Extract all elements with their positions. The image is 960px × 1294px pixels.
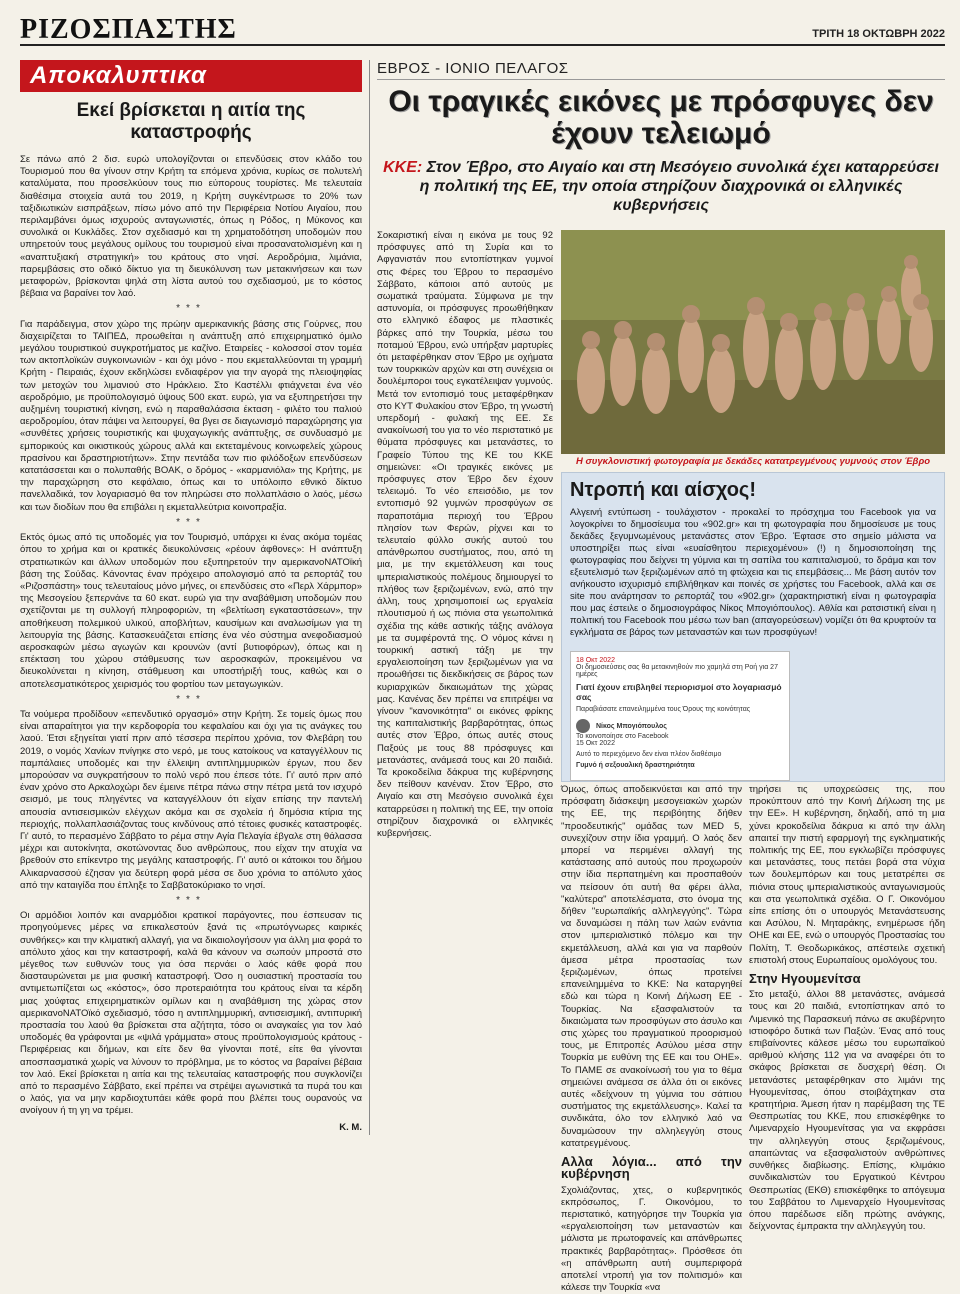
fb-rule: Γυμνό ή σεξουαλική δραστηριότητα: [576, 762, 784, 769]
left-article-title: Εκεί βρίσκεται η αιτία της καταστροφής: [20, 100, 362, 144]
paragraph: Σε πάνω από 2 δισ. ευρώ υπολογίζονται οι επενδύσεις στον κλάδο του Τουρισμού που θα γίνουν στην Κρήτη τα επόμενα χρόνια, κυρίως σε πολυτελή καταλύματα, που προσελκύουν τους πιο εύπορους τουρίστες. Με τελευταία διαθέσιμα στοιχεία αυτά του 2019, η Κρήτη συγκέντρωσε το 20% των ταξιδιωτικών εισπράξεων, πίσω μόνο από την Περιφέρεια Νοτίου Αιγαίου, που περιλαμβάνει όμως ισχυρούς ανταγωνιστές, όπως η Ρόδος, η Μύκονος και συνολικά οι Κυκλάδες. Στον σχεδιασμό και τη χρηματοδότηση υποδομών που υπηρετούν τους μεγάλους ομίλους του τουρισμού είναι προσανατολισμένη και η «αναπτυξιακή στρατηγική» του κράτους στο νησί. Αεροδρόμια, λιμάνια, παρεμβάσεις στο οδικό δίκτυο για τη διευκόλυνση των μετακινήσεων και των μεταφορών, βρίσκονται ψηλά στη λίστα αυτού του σχεδιασμού, με το κόστος βέβαια να βαραίνει τον λαό.: [20, 154, 362, 300]
paragraph: Όμως, όπως αποδεικνύεται και από την πρόσφατη διάσκεψη μεσογειακών χωρών της ΕΕ, της περιβόητης δήθεν "προοδευτικής" ομάδας των MED 5, συνεχίζουν στην ίδια γραμμή. Ο λαός δεν μπορεί να περιμένει αλλαγή της κατάστασης από αυτούς που προχωρούν στην ίδια περπατημένη και προσπαθούν να πείσουν ότι αυτή θα φέρει άλλα, "καλύτερα" αποτελέσματα, στο όνομα της δήθεν "ευρωπαϊκής αλληλεγγύης". Τώρα να δυναμώσει η πάλη των λαών ενάντια στον ιμπεριαλιστικό πόλεμο και την εκμετάλλευση, αλλά και για να παρθούν άμεσα μέτρα προστασίας των ξεριζωμένων, όπως προτείνει επανειλημμένα το ΚΚΕ: Να καταργηθεί εδώ και τώρα η Κοινή Δήλωση ΕΕ - Τουρκίας. Να εξασφαλιστούν τα δικαιώματα των προσφύγων στο άσυλο και στις χώρες του πραγματικού προορισμού τους, με Επιτροπές Ασύλου μέσα στην Τουρκία με ευθύνη της ΕΕ και του ΟΗΕ». Το ΠΑΜΕ σε ανακοίνωσή του για το θέμα σημειώνει ανάμεσα σε άλλα ότι οι εικόνες αυτές «δείχνουν τη γύμνια του σάπιου συστήματος της εκμετάλλευσης». Καλεί τα συνδικάτα, όλο τον ελληνικό λαό να δυναμώσουν την αλληλεγγύη στους κατατρεγμένους.: [561, 784, 742, 1150]
subhead-text: Στον Έβρο, στο Αιγαίο και στη Μεσόγειο συνολικά έχει καταρρεύσει η πολιτική της ΕΕ, την οποία στηρίζουν διαχρονικά οι ελληνικές κυβερνήσεις: [420, 159, 939, 214]
paragraph: τηρήσει τις υποχρεώσεις της, που προκύπτουν από την Κοινή Δήλωση της με την ΕΕ». Η κυβέρνηση, δηλαδή, από τη μια χύνει κροκοδείλια δάκρυα κι από την άλλη απαιτεί την πιστή εφαρμογή της εγκληματικής πολιτικής της ΕΕ, που εγκλωβίζει πρόσφυγες και μετανάστες, τους πετάει βορά στα νύχια των δουλεμπόρων και τους μετατρέπει σε πιόνια στους ιμπεριαλιστικούς ανταγωνισμούς και στα γεωπολιτικά σχέδια. Ο Γ. Οικονόμου είπε επίσης ότι ο υπουργός Μετανάστευσης και Ασύλου, Ν. Μηταράκης, ενημέρωσε ήδη ΟΗΕ και ΕΕ, ενώ ο υπουργός Προστασίας του Πολίτη, Τ. Θεοδωρικάκος, απέστειλε σχετική επιστολή στους Ευρωπαίους ομολόγους του.: [749, 784, 945, 967]
column-divider: [369, 60, 370, 1135]
separator-stars-icon: ***: [20, 895, 362, 907]
subhead-kke: ΚΚΕ:: [383, 159, 422, 176]
paragraph: Οι αρμόδιοι λοιπόν και αναρμόδιοι κρατικοί παράγοντες, που έσπευσαν τις προηγούμενες μέρες να επικαλεστούν ξανά τις «πρωτόγνωρες καιρικές συνθήκες» και την κλιματική αλλαγή, για να δικαιολογήσουν για άλλη μια φορά το απόλυτο χάος και την καταστροφή, καλά θα κάνουν να σωπούν μπροστά στο μέγεθος των ευθυνών τους για όσα περνάει ο λαός κάθε φορά που διασταυρώνεται με μια φυσική καταστροφή. Όσο η ουσιαστική προστασία του αντιμετωπίζεται ως «κόστος», όσο προτεραιότητα του κράτους είναι τα κέρδη μιας χούφτας επιχειρηματικών ομίλων και η αναβάθμιση της χώρας στον αμερικανοΝΑΤΟϊκό σχεδιασμό, τόσο η αντιπλημμυρική, αντισεισμική, αντιπυρική προστασία του λαού θα βρίσκεται στα αζήτητα, τόσο οι αναγκαίες για τον λαό υποδομές θα γράφονται με «ψιλά γράμματα» στους προϋπολογισμούς κράτους - Περιφέρειας και δήμων, και είτε δεν θα γίνονται ποτέ, είτε θα γίνονται αποσπασματικά χωρίς να λύνουν το πρόβλημα, με το κόστος να βαραίνει βέβαια τον λαό. Εκεί βρίσκεται η αιτία και της τελευταίας καταστροφής που συγκλονίζει από το περασμένο Σάββατο, εκεί πρέπει να στρέψει αγωνιστικά τα πυρά του και ο λαός, για να μην καρδιοχτυπάει κάθε φορά που βλέπει τους ουρανούς να ανοίγουν ή τη γη να τρέμει.: [20, 910, 362, 1117]
paragraph: Για παράδειγμα, στον χώρο της πρώην αμερικανικής βάσης στις Γούρνες, που διαχειρίζεται το ΤΑΙΠΕΔ, προωθείται η ανάπτυξη από επιχειρηματικό όμιλο μεγάλου τουριστικού συγκροτήματος με καζίνο. Εταιρείες - κολοσσοί στον τομέα των ακτοπλοϊκών συγκοινωνιών - και όχι μόνο - που εκμεταλλεύονται τη γραμμή Κρήτη - Πειραιάς, έχουν εκδηλώσει ενδιαφέρον για την αγορά της πλειοψηφίας των μετοχών του λιμανιού στο Ηράκλειο. Στο Καστέλλι φτιάχνεται ένα νέο αεροδρόμιο, με προϋπολογισμό ύψους 500 εκατ. ευρώ, για να εξυπηρετήσει την αυξημένη τουριστική κίνηση, ενώ η παραθαλάσσια έκταση - φιλέτο του παλιού αεροδρομίου, όταν πάψει να λειτουργεί, θα βγει σε διαγωνισμό παραχώρησης για «συνθέτες χρήσεις τουριστικής και ψυχαγωγικής ανάπτυξης, σε συνδυασμό με εμπορικούς και οικιστικούς χώρους αλλά και εκτεταμένους κοινωφελείς χώρους πρασίνου και δραστηριοτήτων». Στην πεντάδα των πιο φιλόδοξων επενδύσεων κατατάσσεται και ο πολυπαθής ΒΟΑΚ, ο δρόμος - «καρμανιόλα» της Κρήτης, με την παραχώρηση στο κεφάλαιο, όπως και το υπόλοιπο εθνικό δίκτυο πανελλαδικά, τον λογαριασμό θα τον πληρώσει στο πολλαπλάσιο ο λαός, μέσω και των διοδίων που θα επιβάλει η εκμεταλλεύτρια κοινοπραξία.: [20, 319, 362, 514]
fb-title: Γιατί έχουν επιβληθεί περιορισμοί στο λογαριασμό σας: [576, 682, 784, 702]
signature: Κ. Μ.: [20, 1122, 362, 1134]
section-banner: Αποκαλυπτικα: [20, 60, 362, 92]
fb-action: Το κοινοποίησε στο Facebook: [576, 733, 784, 740]
paragraph: Σχολιάζοντας, χτες, ο κυβερνητικός εκπρόσωπος, Γ. Οικονόμου, το περιστατικό, κατηγόρησε την Τουρκία για «εργαλειοποίηση των μεταναστών και μάλιστα με πρωτοφανείς και απάνθρωπες πρακτικές βαρβαρότητας». Πρόσθεσε ότι «η απάνθρωπη αυτή συμπεριφορά αποτελεί ντροπή για τον πολιτισμό» και κάλεσε την Τουρκία «να: [561, 1185, 742, 1294]
paragraph: Στο μεταξύ, άλλοι 88 μετανάστες, ανάμεσά τους και 20 παιδιά, εντοπίστηκαν από το Λιμενικό της Παρασκευή πάνω σε ακυβέρνητο ιστιοφόρο δυτικά των Παξών. Ένας από τους επιβαίνοντες κάλεσε μέσω του ευρωπαϊκού αριθμού κλήσης 112 για να αναφέρει ότι το σκάφος βρίσκεται σε δυσχερή θέση. Οι μετανάστες μεταφέρθηκαν στο λιμάνι της Ηγουμενίτσας, όπου στοιβάχτηκαν στα κρατητήρια. Άμεση ήταν η παρέμβαση της ΤΕ Θεσπρωτίας του ΚΚΕ, που επισκέφθηκε το Λιμεναρχείο Ηγουμενίτσας για να εκφράσει την αλληλεγγύη στους ξεριζωμένους, απαιτώντας να εξασφαλιστούν ανθρώπινες συνθήκες διαβίωσης. Επίσης, κλιμάκιο συνδικαλιστών του Εργατικού Κέντρου Θεσπρωτίας (ΕΚΘ) επισκέφθηκε το απόγευμα του Σαββάτου το Λιμεναρχείο Ηγουμενίτσας όπου παρέδωσε είδη πρώτης ανάγκης, δείχνοντας έμπρακτα την αλληλεγγύη του.: [749, 989, 945, 1233]
facebook-screenshot: [570, 651, 790, 781]
right-article: [377, 60, 945, 1135]
kicker: ΕΒΡΟΣ - ΙΟΝΙΟ ΠΕΛΑΓΟΣ: [377, 60, 945, 80]
fb-notice: Οι δημοσιεύσεις σας θα μετακινηθούν πιο χαμηλά στη Ροή για 27 ημέρες: [576, 664, 784, 678]
fb-date: 18 Οκτ 2022: [576, 657, 784, 664]
fb-name: Νίκος Μπογιόπουλος: [596, 723, 667, 730]
fb-removed: Αυτό το περιεχόμενο δεν είναι πλέον διαθέσιμο: [576, 751, 784, 758]
box-title: Ντροπή και αίσχος!: [570, 479, 936, 502]
left-article: [20, 60, 362, 1135]
refugees-photo: [561, 230, 945, 454]
section-heading: Αλλα λόγια... από την κυβέρνηση: [561, 1156, 742, 1180]
separator-stars-icon: ***: [20, 517, 362, 529]
headline: Οι τραγικές εικόνες με πρόσφυγες δεν έχουν τελειωμό: [377, 86, 945, 150]
separator-stars-icon: ***: [20, 303, 362, 315]
right-column-2: [561, 784, 742, 1135]
box-text: Αλγεινή εντύπωση - τουλάχιστον - προκαλεί το πρόσχημα του Facebook για να λογοκρίνει το δημοσίευμα του «902.gr» και τη φωτογραφία που δημοσίευσε με τους δεκάδες ξεγυμνωμένους μετανάστες στον Έβρο. Έφτασε στο σημείο μάλιστα να υποστηρίξει πως είναι «ευαίσθητου περιεχομένου» (!) η δημοσιοποίηση της φωτογραφίας που δείχνει τη γύμνια και τη σαπίλα του καπιταλισμού, το δράμα και τον εξευτελισμό των ξεριζωμένων από τη φτώχεια και τις επεμβάσεις... Με βάση αυτόν τον ανήκουστο ισχυρισμό επιβλήθηκαν και ποινές σε χρήστες του Facebook, αλλά και σε site που ανάρτησαν το ρεπορτάζ του «902.gr» (χαρακτηριστική είναι η φωτογραφία που μας έστειλε ο δημοσιογράφος Νίκος Μπογιόπουλος). Αθλία και ρατσιστική είναι η πολιτική του Facebook που μέσω των ban (απαγορεύσεων) νομίζει ότι θα κρυφτούν τα εγκλήματα σε βάρος των μεταναστών και των προσφύγων!: [570, 507, 936, 639]
paragraph: Εκτός όμως από τις υποδομές για τον Τουρισμό, υπάρχει κι ένας ακόμα τομέας όπου το χρήμα και οι κρατικές διευκολύνσεις «ρέουν άφθονες»: Η ανάπτυξη στρατιωτικών και άλλων υποδομών που εξυπηρετούν την αμερικανοΝΑΤΟϊκή βάση της Σούδας. Κάνοντας έναν πρόχειρο απολογισμό από τα ρεπορτάζ του «Ριζοσπάστη» τους τελευταίους μόνο μήνες, οι επενδύσεις στο «Περλ Χάρμπορ» της Μεσογείου ξεπερνάνε τα 60 εκατ. ευρώ για την αναβάθμιση υποδομών που σχετίζονται με τη συλλογή πληροφοριών, τη «βελτίωση εγκαταστάσεων», την αποθήκευση πολεμικού υλικού, αποβλήτων, καυσίμων και αναλωσίμων για τη λειτουργία της βάσης. Κατασκευάζεται επίσης ένα νέο σύστημα ανεφοδιασμού αεροσκαφών μέσω αγωγών και κρουνών (αντί βυτιοφόρων), όπως και η επέκταση του χώρου στάθμευσης των αεροσκαφών, προκειμένου να διευκολύνεται η κίνηση, στάθμευση και υποστήριξή τους, καθώς και ο αποτελεσματικότερος χειρισμός του φορτίου των μεταγωγικών.: [20, 532, 362, 691]
subheadline: [377, 158, 945, 215]
photo-caption: Η συγκλονιστική φωτογραφία με δεκάδες κατατρεγμένους γυμνούς στον Έβρο: [561, 456, 945, 467]
fb-subtitle: Παραβιάσατε επανειλημμένα τους Όρους της κοινότητας: [576, 706, 784, 713]
separator-stars-icon: ***: [20, 694, 362, 706]
fb-date2: 15 Οκτ 2022: [576, 740, 784, 747]
newspaper-logo: ΡΙΖΟΣΠΑΣΤΗΣ: [20, 16, 237, 44]
paragraph: Σοκαριστική είναι η εικόνα με τους 92 πρόσφυγες από τη Συρία και το Αφγανιστάν που εντοπίστηκαν γυμνοί στις Φέρες του Έβρου το περασμένο Σάββατο, κάποιοι από αυτούς με σωματικά τραύματα. Σύμφωνα με την αστυνομία, οι πρόσφυγες προωθήθηκαν στο ελληνικό έδαφος με πλαστικές βάρκες από την Τουρκία, μέσω του ποταμού Έβρου, ενώ υπήρξαν μαρτυρίες ότι μεταφέρθηκαν στον Έβρο με οχήματα των τουρκικών αρχών και στη συνέχεια οι δουλέμποροι τους εγκατέλειψαν γυμνούς. Μετά τον εντοπισμό τους μεταφέρθηκαν στο ΚΥΤ Φυλακίου στον Έβρο, τη γνωστή υπερδομή - φυλακή της ΕΕ. Σε ανακοίνωσή του για το νέο περιστατικό με θύματα πρόσφυγες και μετανάστες, το Γραφείο Τύπου της ΚΕ του ΚΚΕ σημειώνει: «Οι τραγικές εικόνες με πρόσφυγες στον Έβρο δεν έχουν τελειωμό. Το νέο επεισόδιο, με τον εντοπισμό 92 γυμνών προσφύγων σε παραποτάμια περιοχή του Έβρου πλησίον των Φερών, ρίχνει και το τελευταίο φύλλο συκής αυτού του απάνθρωπου συστήματος, που, από τη μια, με την εκμετάλλευση και τους ιμπεριαλιστικούς πολέμους δημιουργεί το πλήθος των ξεριζωμένων, ενώ, από την άλλη, τους χρησιμοποιεί ως εργαλεία πλουτισμού ή ως πιόνια στα γεωπολιτικά σχέδια της κάθε αστικής τάξης ανάλογα με τα συμφέροντά της. Ο νόμος κάνει η τουρκική αστική τάξη με την εργαλειοποίηση των ξεριζωμένων για να προωθήσει τις διεκδικήσεις σε βάρος των κυριαρχικών δικαιωμάτων της χώρας μας. Κανένας δεν πρέπει να επιτρέψει να γίνουν "κανονικότητα" οι εικόνες φρίκης της καπιταλιστικής βαρβαρότητας, όπως αυτές στον Έβρο, όπως αυτές στους Παξούς με τους 88 πρόσφυγες και μετανάστες, ανάμεσά τους και 20 παιδιά. Τα κροκοδείλια δάκρυα της κυβέρνησης δεν πείθουν κανέναν. Στον Έβρο, στο Αιγαίο και στη Μεσόγειο συνολικά έχει καταρρεύσει η πολιτική της ΕΕ, την οποία στηρίζουν διαχρονικά οι ελληνικές κυβερνήσεις.: [377, 230, 553, 840]
sidebar-box: [561, 472, 945, 782]
section-heading: Στην Ηγουμενίτσα: [749, 973, 945, 985]
right-column-1: [377, 230, 553, 1135]
masthead: [20, 14, 945, 46]
left-article-body: [20, 154, 362, 1134]
right-column-3: [749, 784, 945, 1135]
photo-illustration: [561, 230, 945, 454]
paragraph: Τα νούμερα προδίδουν «επενδυτικό οργασμό» στην Κρήτη. Σε τομείς όμως που είναι απαραίτητοι για την κερδοφορία του κεφαλαίου και όχι για τις ανάγκες του λαού. Έτσι εξηγείται γιατί πριν από τέσσερα περίπου χρόνια, τον Φλεβάρη του 2019, ο νομός Χανίων πνίγηκε στο νερό, με τους κατοίκους να καταγγέλλουν τις παμπάλαιες υποδομές και την έλλειψη αντιπλημμυρικών έργων, που δεν μπορούσαν να συγκρατήσουν το πολύ νερό που έπεσε τότε. Γι' αυτό πριν από έναν χρόνο στο Αρκαλοχώρι δεν έμεινε πέτρα πάνω στην πέτρα μετά τον ισχυρό σεισμό, με τους πληγέντες να καταγγέλλουν ότι είχαν επίσης την παντελή απουσία αντισεισμικών ελέγχων ακόμα και σε σχολεία ή δημόσια κτίρια της περιοχής, πολλαπλασιάζοντας τους κινδύνους από τέτοιες φυσικές καταστροφές. Γι' αυτό, το περασμένο Σάββατο το ρέμα στην Αγία Πελαγία έβγαλε στη θάλασσα μέχρι και αυτοκίνητα, σκοτώνοντας δυο ανθρώπους, που είχαν την ατυχία να βρεθούν στο επίκεντρο της μεγάλης καταστροφής. Γι' αυτό οι κάτοικοι του δήμου Αλικαρνασσού έζησαν για δεύτερη φορά μέσα σε δυο χρόνια το απόλυτο χάος από την καταιγίδα που έπληξε το Σαββατοκύριακο το νησί.: [20, 709, 362, 892]
avatar: [576, 719, 590, 733]
issue-date: ΤΡΙΤΗ 18 ΟΚΤΩΒΡΗ 2022: [812, 28, 945, 44]
